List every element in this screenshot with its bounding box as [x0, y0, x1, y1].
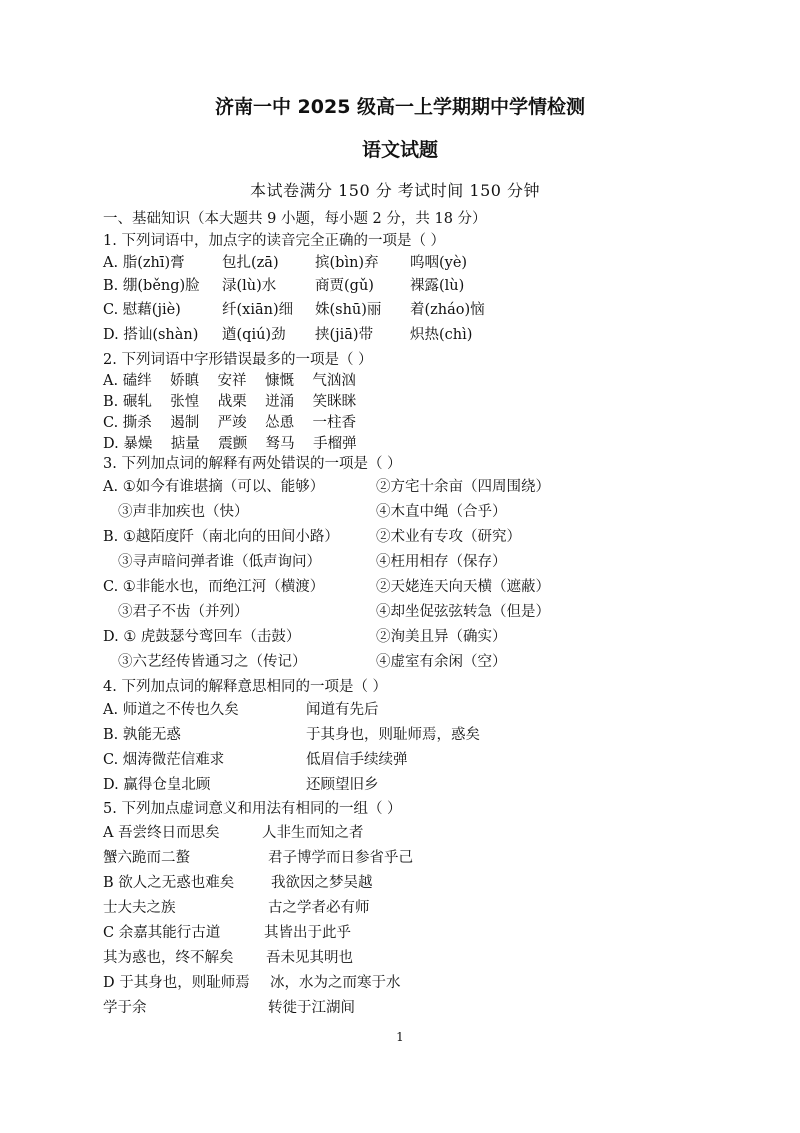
q2-option-b: B. 碾轧 张惶 战栗 迸涌 笑眯眯: [103, 394, 357, 410]
q3-d-1: D. ① 虎鼓瑟兮鸾回车（击鼓）: [103, 629, 301, 645]
q3-a-3: ③声非加疾也（快）: [118, 504, 249, 520]
q3-d-2: ②洵美且异（确实）: [376, 629, 507, 645]
q2-option-c: C. 撕杀 遏制 严竣 怂恿 一柱香: [103, 415, 357, 431]
exam-info: 本试卷满分 150 分 考试时间 150 分钟: [250, 181, 541, 200]
q5-d-3: 学于余: [103, 1000, 147, 1016]
section-heading: 一、基础知识（本大题共 9 小题，每小题 2 分，共 18 分）: [103, 211, 487, 227]
q1-c-4: 着(zháo)恼: [410, 302, 485, 318]
q1-c-3: 姝(shū)丽: [315, 302, 382, 318]
q3-b-3: ③寻声暗问弹者谁（低声询问）: [118, 554, 321, 570]
q2-option-d: D. 暴燥 掂量 震颤 驽马 手榴弹: [103, 436, 357, 452]
q1-c-2: 纤(xiān)细: [222, 302, 294, 318]
q5-c-3: 其为惑也，终不解矣: [103, 950, 234, 966]
q1-a-2: 包扎(zā): [222, 255, 279, 271]
q1-a-3: 摈(bìn)弃: [315, 255, 379, 271]
q1-stem: 1. 下列词语中，加点字的读音完全正确的一项是（ ）: [103, 233, 446, 249]
q4-c-2: 低眉信手续续弹: [306, 752, 408, 768]
q3-c-4: ④却坐促弦弦转急（但是）: [376, 604, 550, 620]
q5-c-2: 其皆出于此乎: [264, 925, 351, 941]
q1-d-1: D. 搭讪(shàn): [103, 327, 199, 343]
q3-a-2: ②方宅十余亩（四周围绕）: [376, 479, 550, 495]
q4-d-1: D. 赢得仓皇北顾: [103, 777, 211, 793]
q3-d-4: ④虚室有余闲（空）: [376, 654, 507, 670]
q1-a-4: 呜咽(yè): [410, 255, 468, 271]
q3-b-1: B. ①越陌度阡（南北向的田间小路）: [103, 529, 339, 545]
q1-d-4: 炽热(chì): [410, 327, 473, 343]
q2-option-a: A. 磕绊 娇瞋 安祥 慷慨 气汹汹: [103, 373, 356, 389]
q4-stem: 4. 下列加点词的解释意思相同的一项是（ ）: [103, 679, 388, 695]
q5-d-4: 转徙于江湖间: [268, 1000, 355, 1016]
q3-c-3: ③君子不齿（并列）: [118, 604, 249, 620]
q2-stem: 2. 下列词语中字形错误最多的一项是（ ）: [103, 352, 373, 368]
q5-d-2: 冰，水为之而寒于水: [270, 975, 401, 991]
q4-b-2: 于其身也，则耻师焉，惑矣: [306, 727, 480, 743]
q5-b-4: 古之学者必有师: [268, 900, 370, 916]
q1-d-3: 挟(jiā)带: [315, 327, 374, 343]
q5-a-3: 蟹六跪而二螯: [103, 850, 190, 866]
q4-d-2: 还顾望旧乡: [306, 777, 379, 793]
q1-b-2: 渌(lù)水: [222, 278, 277, 294]
q1-b-1: B. 绷(běng)脸: [103, 278, 200, 294]
q3-b-2: ②术业有专攻（研究）: [376, 529, 521, 545]
q3-stem: 3. 下列加点词的解释有两处错误的一项是（ ）: [103, 456, 402, 472]
q4-a-2: 闻道有先后: [306, 702, 379, 718]
q1-a-1: A. 脂(zhī)膏: [103, 255, 185, 271]
q5-c-4: 吾未见其明也: [266, 950, 353, 966]
q5-d-1: D 于其身也，则耻师焉: [103, 975, 250, 991]
exam-subject-title: 语文试题: [361, 139, 438, 161]
q3-a-1: A. ①如今有谁堪摘（可以、能够）: [103, 479, 325, 495]
q5-b-2: 我欲因之梦吴越: [271, 875, 373, 891]
q4-b-1: B. 孰能无惑: [103, 727, 181, 743]
q3-a-4: ④木直中绳（合乎）: [376, 504, 507, 520]
q3-b-4: ④枉用相存（保存）: [376, 554, 507, 570]
q5-stem: 5. 下列加点虚词意义和用法有相同的一组（ ）: [103, 801, 402, 817]
q3-d-3: ③六艺经传皆通习之（传记）: [118, 654, 307, 670]
q1-b-3: 商贾(gǔ): [315, 278, 374, 294]
q1-d-2: 遒(qiú)劲: [222, 327, 286, 343]
q4-a-1: A. 师道之不传也久矣: [103, 702, 239, 718]
q5-c-1: C 余嘉其能行古道: [103, 925, 221, 941]
q3-c-1: C. ①非能水也，而绝江河（横渡）: [103, 579, 325, 595]
q5-a-4: 君子博学而日参省乎己: [268, 850, 413, 866]
q1-b-4: 裸露(lù): [410, 278, 465, 294]
exam-title: 济南一中 2025 级高一上学期期中学情检测: [214, 96, 586, 118]
q4-c-1: C. 烟涛微茫信难求: [103, 752, 225, 768]
q5-a-2: 人非生而知之者: [262, 825, 364, 841]
q5-b-3: 士大夫之族: [103, 900, 176, 916]
q5-a-1: A 吾尝终日而思矣: [103, 825, 220, 841]
q1-c-1: C. 慰藉(jiè): [103, 302, 181, 318]
q5-b-1: B 欲人之无惑也难矣: [103, 875, 235, 891]
q3-c-2: ②天姥连天向天横（遮蔽）: [376, 579, 550, 595]
page-number: 1: [396, 1030, 404, 1044]
